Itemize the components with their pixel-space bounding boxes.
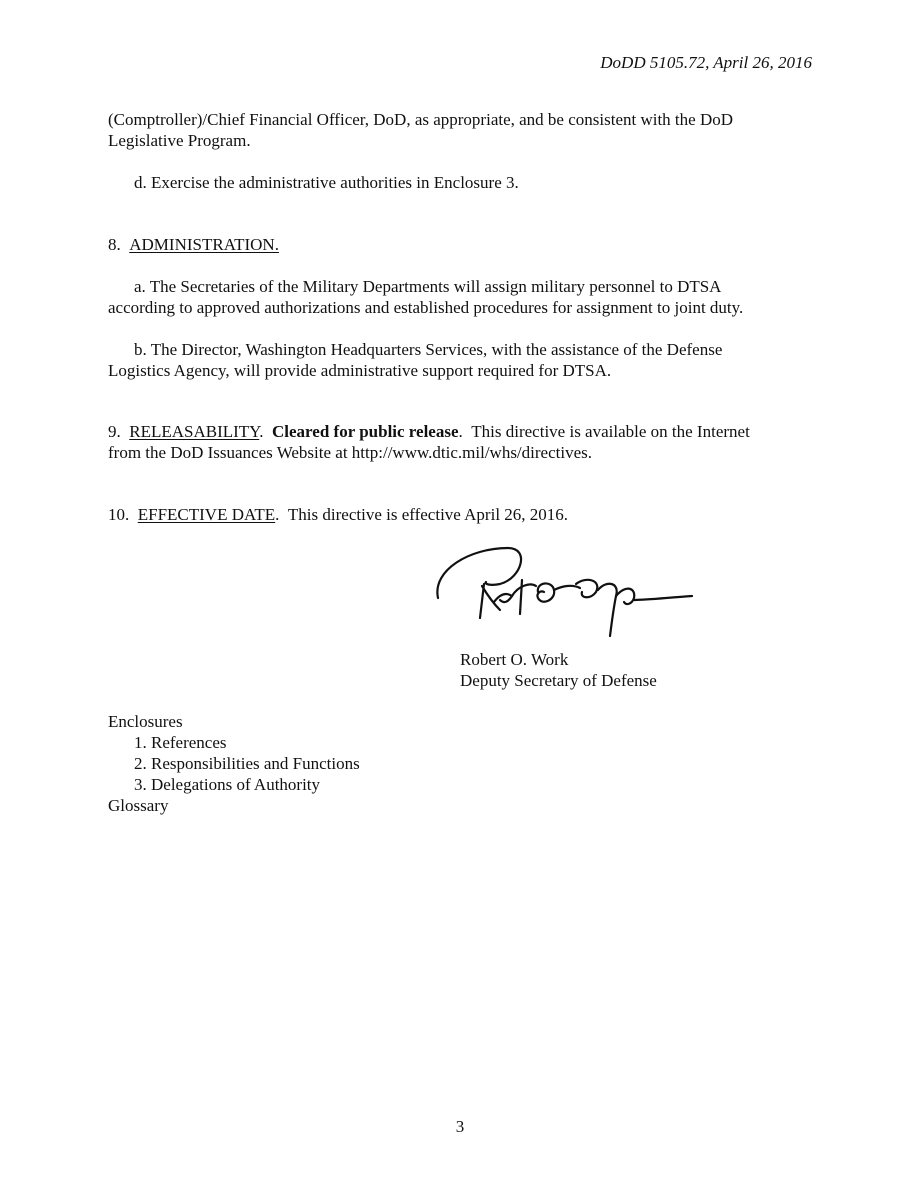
section-9-title: RELEASABILITY: [129, 422, 260, 441]
signatory-title: Deputy Secretary of Defense: [460, 671, 657, 690]
section-10-text: This directive is effective April 26, 2016.: [287, 505, 569, 524]
section-10-number: 10.: [108, 505, 130, 524]
section-10-line: 10. EFFECTIVE DATE. This directive is effective April 26, 2016.: [108, 505, 569, 524]
section-9-number: 9.: [108, 422, 121, 441]
section-9-line-2: from the DoD Issuances Website at http://www.dtic.mil/whs/directives.: [108, 443, 592, 462]
enclosure-item: 2. Responsibilities and Functions: [134, 754, 360, 773]
section-8a-line-2: according to approved authorizations and established procedures for assignment to joint duty.: [108, 298, 744, 317]
enclosures-heading: Enclosures: [108, 712, 183, 731]
section-8a-line-1: a. The Secretaries of the Military Departments will assign military personnel to DTSA: [134, 277, 722, 296]
signatory-name: Robert O. Work: [460, 650, 569, 669]
enclosure-item: 1. References: [134, 733, 227, 752]
section-8-title: ADMINISTRATION.: [129, 235, 279, 254]
intro-line-1: (Comptroller)/Chief Financial Officer, DoD, as appropriate, and be consistent with the DoD: [108, 110, 734, 129]
section-8-heading: [108, 234, 279, 255]
document-header: DoDD 5105.72, April 26, 2016: [600, 53, 812, 72]
section-9-line-1-rest: This directive is available on the Internet: [471, 422, 750, 441]
item-d: d. Exercise the administrative authorities in Enclosure 3.: [134, 173, 519, 192]
section-9-bold-text: Cleared for public release: [272, 422, 459, 441]
section-8b-line-2: Logistics Agency, will provide administrative support required for DTSA.: [108, 361, 612, 380]
section-9-line-1: 9. RELEASABILITY. Cleared for public release. This directive is available on the Internet: [108, 422, 750, 441]
glossary-label: Glossary: [108, 796, 169, 815]
section-10-title: EFFECTIVE DATE: [137, 505, 276, 524]
section-8-number: 8.: [108, 235, 121, 254]
handwritten-signature: [430, 540, 700, 658]
section-8b-line-1: b. The Director, Washington Headquarters Services, with the assistance of the Defense: [134, 340, 723, 359]
intro-line-2: Legislative Program.: [108, 131, 251, 150]
enclosure-item: 3. Delegations of Authority: [134, 775, 321, 794]
page-number: 3: [455, 1117, 465, 1136]
